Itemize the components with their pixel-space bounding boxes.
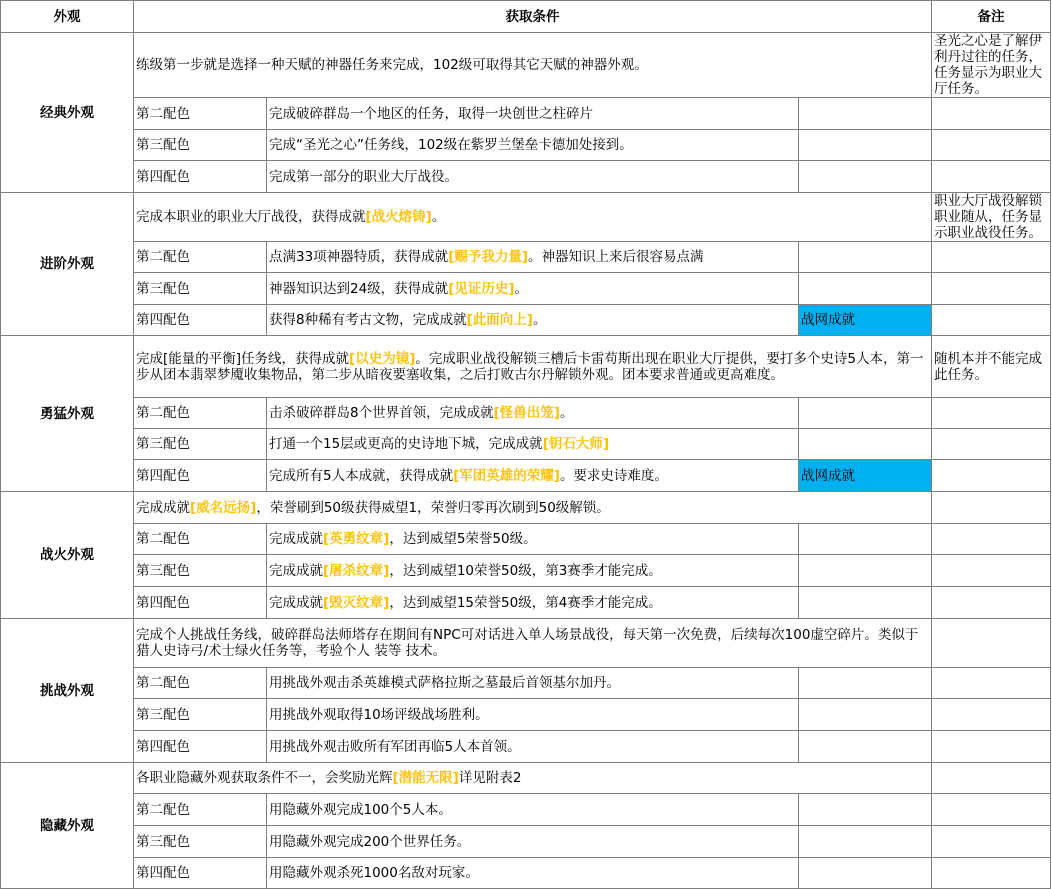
note-cell: 随机本并不能完成此任务。 bbox=[932, 336, 1051, 398]
header-appearance: 外观 bbox=[1, 1, 134, 33]
color-variant-row bbox=[1, 794, 1051, 826]
empty-cell bbox=[799, 555, 932, 587]
color-variant-condition bbox=[267, 305, 799, 336]
achievement-name: [此面向上] bbox=[466, 312, 533, 328]
note-cell-continued bbox=[932, 460, 1051, 492]
color-variant-row bbox=[1, 242, 1051, 273]
section-main-row bbox=[1, 336, 1051, 398]
achievement-name: [钥石大师] bbox=[542, 436, 610, 452]
text-segment: ，达到威望10荣誉50级，第3赛季才能完成。 bbox=[389, 562, 662, 579]
color-variant-condition bbox=[267, 668, 799, 699]
note-cell-continued bbox=[932, 794, 1051, 826]
empty-cell bbox=[799, 524, 932, 555]
color-variant-label: 第三配色 bbox=[134, 555, 267, 587]
empty-cell bbox=[799, 98, 932, 130]
text-segment: 用隐藏外观完成200个世界任务。 bbox=[269, 833, 471, 850]
text-segment: 完成成就 bbox=[269, 531, 323, 547]
color-variant-label: 第三配色 bbox=[134, 826, 267, 858]
color-variant-condition bbox=[267, 731, 799, 763]
color-variant-label: 第四配色 bbox=[134, 305, 267, 336]
text-segment: 用隐藏外观杀死1000名敌对玩家。 bbox=[269, 865, 479, 881]
color-variant-condition bbox=[267, 460, 799, 492]
color-variant-row bbox=[1, 398, 1051, 429]
text-segment: 完成破碎群岛一个地区的任务，取得一块创世之柱碎片 bbox=[269, 105, 593, 122]
note-cell-continued bbox=[932, 826, 1051, 858]
achievement-name: [军团英雄的荣耀] bbox=[453, 467, 560, 484]
main-condition bbox=[134, 763, 932, 794]
color-variant-label: 第三配色 bbox=[134, 699, 267, 731]
empty-cell bbox=[799, 130, 932, 161]
color-variant-condition bbox=[267, 273, 799, 305]
text-segment: 完成“圣光之心”任务线，102级在紫罗兰堡垒卡德加处接到。 bbox=[269, 137, 633, 153]
main-condition bbox=[134, 336, 932, 398]
color-variant-label: 第二配色 bbox=[134, 398, 267, 429]
text-segment: ，达到威望15荣誉50级，第4赛季才能完成。 bbox=[389, 594, 662, 611]
section-main-row bbox=[1, 619, 1051, 668]
note-cell-continued bbox=[932, 587, 1051, 619]
color-variant-condition bbox=[267, 524, 799, 555]
appearance-name: 战火外观 bbox=[1, 492, 134, 619]
color-variant-label: 第四配色 bbox=[134, 858, 267, 889]
note-cell-continued bbox=[932, 524, 1051, 555]
text-segment: 。 bbox=[431, 209, 446, 225]
text-segment: 各职业隐藏外观获取条件不一，会奖励光辉 bbox=[136, 770, 393, 786]
text-segment: 击杀破碎群岛8个世界首领，完成成就 bbox=[269, 405, 494, 421]
empty-cell bbox=[799, 731, 932, 763]
empty-cell bbox=[799, 858, 932, 889]
color-variant-row bbox=[1, 429, 1051, 460]
achievement-name: [潜能无限] bbox=[392, 770, 459, 786]
text-segment: 完成成就 bbox=[136, 499, 190, 516]
note-cell-continued bbox=[932, 130, 1051, 161]
color-variant-row bbox=[1, 460, 1051, 492]
color-variant-condition bbox=[267, 98, 799, 130]
color-variant-condition bbox=[267, 587, 799, 619]
note-cell-continued bbox=[932, 555, 1051, 587]
text-segment: 完成第一部分的职业大厅战役。 bbox=[269, 168, 458, 185]
text-segment: 完成所有5人本成就，获得成就 bbox=[269, 467, 454, 484]
color-variant-condition bbox=[267, 794, 799, 826]
achievement-name: [赐予我力量] bbox=[448, 249, 529, 265]
text-segment: 练级第一步就是选择一种天赋的神器任务来完成，102级可取得其它天赋的神器外观。 bbox=[136, 57, 648, 73]
text-segment: 完成本职业的职业大厅战役，获得成就 bbox=[136, 209, 366, 225]
battlenet-achievement-tag: 战网成就 bbox=[799, 460, 932, 492]
color-variant-label: 第二配色 bbox=[134, 524, 267, 555]
color-variant-label: 第四配色 bbox=[134, 161, 267, 193]
section-main-row bbox=[1, 763, 1051, 794]
header-condition: 获取条件 bbox=[134, 1, 932, 33]
note-cell-continued bbox=[932, 398, 1051, 429]
text-segment: 用挑战外观击败所有军团再临5人本首领。 bbox=[269, 738, 521, 755]
main-condition bbox=[134, 619, 932, 668]
color-variant-row bbox=[1, 305, 1051, 336]
note-cell: 职业大厅战役解锁职业随从，任务显示职业战役任务。 bbox=[932, 193, 1051, 242]
text-segment: 。要求史诗难度。 bbox=[559, 467, 668, 484]
note-cell-continued bbox=[932, 699, 1051, 731]
color-variant-label: 第三配色 bbox=[134, 130, 267, 161]
empty-cell bbox=[799, 794, 932, 826]
note-cell-continued bbox=[932, 305, 1051, 336]
color-variant-label: 第二配色 bbox=[134, 242, 267, 273]
note-cell bbox=[932, 492, 1051, 524]
main-condition bbox=[134, 33, 932, 98]
text-segment: 。 bbox=[559, 405, 574, 421]
text-segment: 获得8种稀有考古文物，完成成就 bbox=[269, 312, 467, 328]
appearance-name: 经典外观 bbox=[1, 33, 134, 193]
empty-cell bbox=[799, 398, 932, 429]
text-segment: 。神器知识上来后很容易点满 bbox=[528, 249, 704, 265]
color-variant-condition bbox=[267, 858, 799, 889]
empty-cell bbox=[799, 668, 932, 699]
color-variant-row bbox=[1, 699, 1051, 731]
text-segment: 详见附表2 bbox=[458, 770, 522, 786]
main-condition bbox=[134, 193, 932, 242]
color-variant-row bbox=[1, 273, 1051, 305]
text-segment: 神器知识达到24级，获得成就 bbox=[269, 280, 449, 297]
achievement-name: [怪兽出笼] bbox=[493, 405, 560, 421]
color-variant-row bbox=[1, 555, 1051, 587]
color-variant-row bbox=[1, 731, 1051, 763]
text-segment: 打通一个15层或更高的史诗地下城，完成成就 bbox=[269, 436, 543, 452]
color-variant-label: 第二配色 bbox=[134, 794, 267, 826]
text-segment: 完成成就 bbox=[269, 562, 323, 579]
color-variant-row bbox=[1, 858, 1051, 889]
color-variant-condition bbox=[267, 398, 799, 429]
achievement-name: [屠杀纹章] bbox=[323, 562, 390, 579]
empty-cell bbox=[799, 429, 932, 460]
color-variant-condition bbox=[267, 242, 799, 273]
text-segment: ，达到威望5荣誉50级。 bbox=[389, 531, 537, 547]
empty-cell bbox=[799, 242, 932, 273]
text-segment: 用隐藏外观完成100个5人本。 bbox=[269, 801, 452, 818]
appearance-name: 隐藏外观 bbox=[1, 763, 134, 889]
note-cell-continued bbox=[932, 273, 1051, 305]
empty-cell bbox=[799, 826, 932, 858]
color-variant-condition bbox=[267, 699, 799, 731]
color-variant-label: 第四配色 bbox=[134, 731, 267, 763]
color-variant-label: 第三配色 bbox=[134, 429, 267, 460]
color-variant-condition bbox=[267, 826, 799, 858]
empty-cell bbox=[799, 699, 932, 731]
note-cell-continued bbox=[932, 242, 1051, 273]
color-variant-row bbox=[1, 524, 1051, 555]
color-variant-label: 第四配色 bbox=[134, 460, 267, 492]
text-segment: 完成成就 bbox=[269, 594, 323, 611]
text-segment: 完成[能量的平衡]任务线，获得成就 bbox=[136, 350, 350, 367]
color-variant-row bbox=[1, 161, 1051, 193]
color-variant-condition bbox=[267, 130, 799, 161]
section-main-row bbox=[1, 492, 1051, 524]
empty-cell bbox=[799, 161, 932, 193]
text-segment: ，荣誉刷到50级获得威望1，荣誉归零再次刷到50级解锁。 bbox=[256, 499, 610, 516]
color-variant-label: 第二配色 bbox=[134, 668, 267, 699]
color-variant-condition bbox=[267, 555, 799, 587]
achievement-name: [威名远扬] bbox=[190, 499, 257, 516]
note-cell-continued bbox=[932, 668, 1051, 699]
note-cell: 圣光之心是了解伊利丹过往的任务，任务显示为职业大厅任务。 bbox=[932, 33, 1051, 98]
text-segment: 。 bbox=[514, 280, 529, 297]
achievement-name: [见证历史] bbox=[448, 280, 515, 297]
text-segment: 。 bbox=[532, 312, 547, 328]
color-variant-label: 第四配色 bbox=[134, 587, 267, 619]
achievement-name: [英勇纹章] bbox=[323, 531, 390, 547]
color-variant-label: 第二配色 bbox=[134, 98, 267, 130]
achievement-name: [战火熔铸] bbox=[365, 209, 432, 225]
main-condition bbox=[134, 492, 932, 524]
color-variant-label: 第三配色 bbox=[134, 273, 267, 305]
battlenet-achievement-tag: 战网成就 bbox=[799, 305, 932, 336]
text-segment: 。完成职业战役解锁三槽后卡雷苟斯出现在职业大厅提供，要打多个史诗5人本，第一步从团本翡翠梦魇收集物品，第二步从暗夜要塞收集，之后打败古尔丹解锁外观。团本要求普通或更高难度。 bbox=[136, 350, 924, 383]
note-cell bbox=[932, 763, 1051, 794]
color-variant-row bbox=[1, 98, 1051, 130]
color-variant-condition bbox=[267, 429, 799, 460]
appearance-name: 勇猛外观 bbox=[1, 336, 134, 492]
section-main-row bbox=[1, 193, 1051, 242]
color-variant-row bbox=[1, 587, 1051, 619]
color-variant-row bbox=[1, 130, 1051, 161]
text-segment: 点满33项神器特质，获得成就 bbox=[269, 249, 449, 265]
text-segment: 用挑战外观击杀英雄模式萨格拉斯之墓最后首领基尔加丹。 bbox=[269, 675, 620, 691]
section-main-row bbox=[1, 33, 1051, 98]
achievement-name: [以史为镜] bbox=[349, 350, 416, 367]
appearance-name: 进阶外观 bbox=[1, 193, 134, 336]
achievement-name: [毁灭纹章] bbox=[323, 594, 390, 611]
color-variant-row bbox=[1, 826, 1051, 858]
note-cell bbox=[932, 619, 1051, 668]
note-cell-continued bbox=[932, 731, 1051, 763]
empty-cell bbox=[799, 587, 932, 619]
note-cell-continued bbox=[932, 858, 1051, 889]
note-cell-continued bbox=[932, 98, 1051, 130]
color-variant-condition bbox=[267, 161, 799, 193]
text-segment: 完成个人挑战任务线，破碎群岛法师塔存在期间有NPC可对话进入单人场景战役，每天第一次免费，后续每次100虚空碎片。类似于猎人史诗弓/术士绿火任务等，考验个人 装等 技术。 bbox=[136, 627, 919, 659]
note-cell-continued bbox=[932, 429, 1051, 460]
header-note: 备注 bbox=[932, 1, 1051, 33]
note-cell-continued bbox=[932, 161, 1051, 193]
appearance-name: 挑战外观 bbox=[1, 619, 134, 763]
empty-cell bbox=[799, 273, 932, 305]
color-variant-row bbox=[1, 668, 1051, 699]
text-segment: 用挑战外观取得10场评级战场胜利。 bbox=[269, 706, 489, 723]
